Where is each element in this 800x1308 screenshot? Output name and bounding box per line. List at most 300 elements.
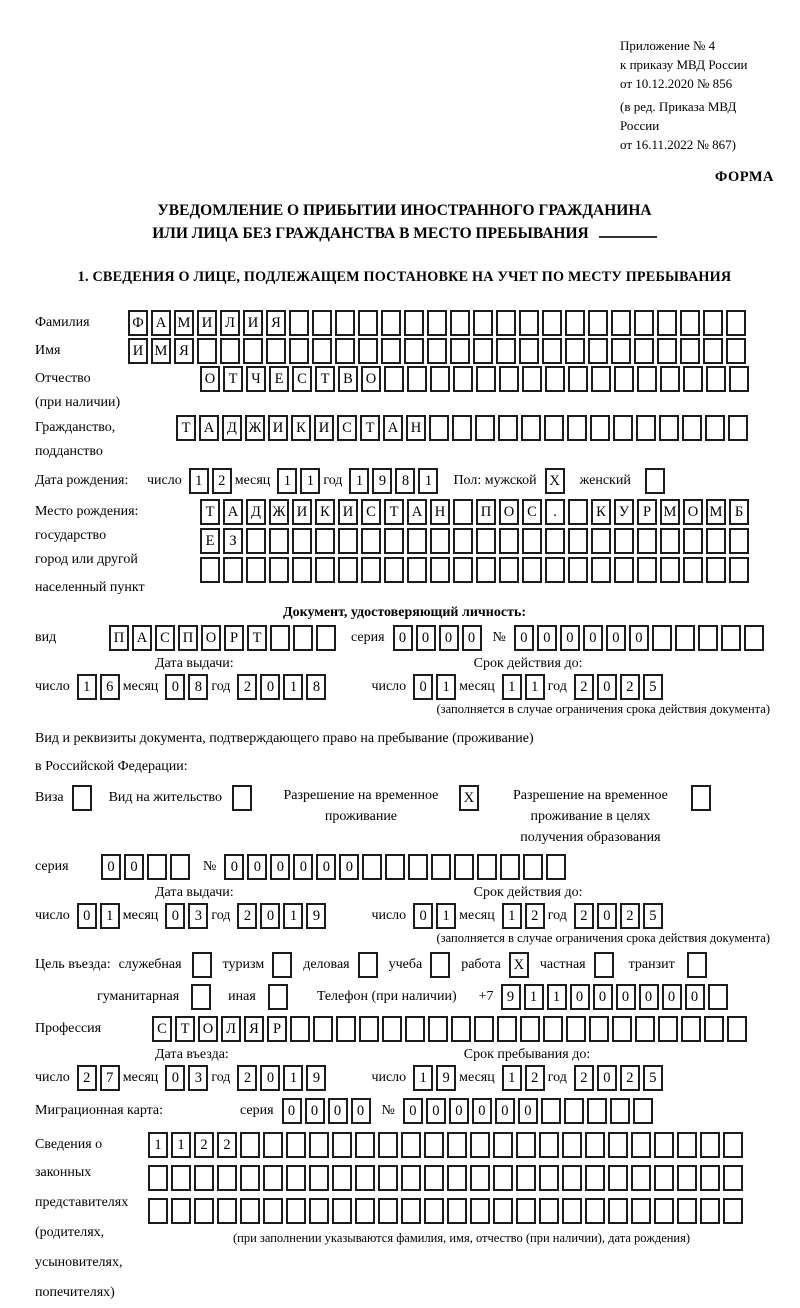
char-cell[interactable]: Н xyxy=(406,415,426,441)
char-cell[interactable]: П xyxy=(109,625,129,651)
char-cell[interactable]: 0 xyxy=(639,984,659,1010)
char-cell[interactable] xyxy=(608,1132,628,1158)
char-cell[interactable]: О xyxy=(361,366,381,392)
char-cell[interactable] xyxy=(427,310,447,336)
char-cell[interactable] xyxy=(148,1198,168,1224)
char-cell[interactable] xyxy=(657,338,677,364)
char-cell[interactable] xyxy=(585,1132,605,1158)
char-cell[interactable]: И xyxy=(197,310,217,336)
char-cell[interactable] xyxy=(614,528,634,554)
char-cell[interactable] xyxy=(451,1016,471,1042)
char-cell[interactable] xyxy=(217,1165,237,1191)
char-cell[interactable]: 0 xyxy=(247,854,267,880)
char-cell[interactable] xyxy=(522,557,542,583)
char-cell[interactable] xyxy=(499,528,519,554)
char-cell[interactable] xyxy=(499,557,519,583)
char-cell[interactable] xyxy=(401,1132,421,1158)
char-cell[interactable]: 0 xyxy=(316,854,336,880)
char-cell[interactable]: Т xyxy=(200,499,220,525)
char-cell[interactable] xyxy=(493,1132,513,1158)
char-cell[interactable] xyxy=(332,1198,352,1224)
char-cell[interactable] xyxy=(290,1016,310,1042)
purpose-private-checkbox[interactable] xyxy=(594,952,614,978)
char-cell[interactable]: 2 xyxy=(574,903,594,929)
char-cell[interactable] xyxy=(635,1016,655,1042)
char-cell[interactable] xyxy=(476,557,496,583)
char-cell[interactable]: 5 xyxy=(643,1065,663,1091)
char-cell[interactable] xyxy=(493,1198,513,1224)
char-cell[interactable] xyxy=(430,528,450,554)
char-cell[interactable]: 0 xyxy=(351,1098,371,1124)
char-cell[interactable]: М xyxy=(151,338,171,364)
char-cell[interactable]: 0 xyxy=(305,1098,325,1124)
char-cell[interactable] xyxy=(541,1098,561,1124)
char-cell[interactable]: С xyxy=(292,366,312,392)
char-cell[interactable]: С xyxy=(337,415,357,441)
char-cell[interactable]: Т xyxy=(175,1016,195,1042)
char-cell[interactable]: 0 xyxy=(101,854,121,880)
char-cell[interactable] xyxy=(683,528,703,554)
char-cell[interactable] xyxy=(473,338,493,364)
char-cell[interactable] xyxy=(677,1198,697,1224)
char-cell[interactable] xyxy=(361,528,381,554)
char-cell[interactable] xyxy=(453,528,473,554)
char-cell[interactable]: 1 xyxy=(283,903,303,929)
char-cell[interactable] xyxy=(677,1165,697,1191)
char-cell[interactable]: Я xyxy=(174,338,194,364)
char-cell[interactable] xyxy=(408,854,428,880)
char-cell[interactable]: Е xyxy=(200,528,220,554)
char-cell[interactable] xyxy=(404,338,424,364)
char-cell[interactable]: А xyxy=(223,499,243,525)
char-cell[interactable]: 0 xyxy=(518,1098,538,1124)
char-cell[interactable] xyxy=(634,310,654,336)
char-cell[interactable] xyxy=(591,528,611,554)
char-cell[interactable] xyxy=(270,625,290,651)
purpose-study-checkbox[interactable] xyxy=(430,952,450,978)
char-cell[interactable] xyxy=(562,1132,582,1158)
char-cell[interactable]: 0 xyxy=(662,984,682,1010)
char-cell[interactable] xyxy=(658,1016,678,1042)
char-cell[interactable] xyxy=(499,366,519,392)
char-cell[interactable]: 0 xyxy=(282,1098,302,1124)
char-cell[interactable] xyxy=(706,366,726,392)
char-cell[interactable] xyxy=(516,1198,536,1224)
char-cell[interactable] xyxy=(591,557,611,583)
char-cell[interactable] xyxy=(723,1165,743,1191)
char-cell[interactable]: 2 xyxy=(620,1065,640,1091)
char-cell[interactable] xyxy=(545,557,565,583)
char-cell[interactable]: 1 xyxy=(189,468,209,494)
char-cell[interactable] xyxy=(220,338,240,364)
char-cell[interactable] xyxy=(450,338,470,364)
char-cell[interactable] xyxy=(289,310,309,336)
char-cell[interactable] xyxy=(453,557,473,583)
char-cell[interactable] xyxy=(700,1165,720,1191)
char-cell[interactable]: 2 xyxy=(217,1132,237,1158)
char-cell[interactable] xyxy=(292,557,312,583)
char-cell[interactable]: 2 xyxy=(525,903,545,929)
char-cell[interactable] xyxy=(148,1165,168,1191)
char-cell[interactable] xyxy=(726,338,746,364)
char-cell[interactable] xyxy=(706,528,726,554)
char-cell[interactable] xyxy=(447,1198,467,1224)
char-cell[interactable] xyxy=(424,1132,444,1158)
char-cell[interactable] xyxy=(657,310,677,336)
char-cell[interactable] xyxy=(147,854,167,880)
char-cell[interactable] xyxy=(194,1198,214,1224)
char-cell[interactable] xyxy=(698,625,718,651)
char-cell[interactable] xyxy=(240,1165,260,1191)
char-cell[interactable]: С xyxy=(152,1016,172,1042)
char-cell[interactable]: 1 xyxy=(418,468,438,494)
char-cell[interactable] xyxy=(589,1016,609,1042)
char-cell[interactable] xyxy=(680,338,700,364)
char-cell[interactable] xyxy=(500,854,520,880)
char-cell[interactable] xyxy=(590,415,610,441)
char-cell[interactable]: И xyxy=(268,415,288,441)
char-cell[interactable]: Ч xyxy=(246,366,266,392)
char-cell[interactable]: 0 xyxy=(165,1065,185,1091)
char-cell[interactable] xyxy=(335,310,355,336)
char-cell[interactable] xyxy=(542,338,562,364)
title-blank-line[interactable] xyxy=(599,234,657,238)
char-cell[interactable] xyxy=(313,1016,333,1042)
char-cell[interactable] xyxy=(384,528,404,554)
char-cell[interactable]: 0 xyxy=(393,625,413,651)
temp-residence-checkbox[interactable]: X xyxy=(459,785,479,811)
sex-male-checkbox[interactable]: X xyxy=(545,468,565,494)
char-cell[interactable] xyxy=(309,1165,329,1191)
char-cell[interactable]: Т xyxy=(223,366,243,392)
char-cell[interactable] xyxy=(519,310,539,336)
char-cell[interactable] xyxy=(612,1016,632,1042)
char-cell[interactable] xyxy=(197,338,217,364)
char-cell[interactable] xyxy=(562,1165,582,1191)
char-cell[interactable] xyxy=(384,557,404,583)
char-cell[interactable] xyxy=(682,415,702,441)
char-cell[interactable] xyxy=(608,1165,628,1191)
char-cell[interactable]: Т xyxy=(176,415,196,441)
char-cell[interactable]: Ф xyxy=(128,310,148,336)
char-cell[interactable] xyxy=(588,338,608,364)
char-cell[interactable]: 0 xyxy=(629,625,649,651)
char-cell[interactable] xyxy=(240,1198,260,1224)
char-cell[interactable] xyxy=(729,528,749,554)
char-cell[interactable] xyxy=(428,1016,448,1042)
char-cell[interactable] xyxy=(476,366,496,392)
char-cell[interactable] xyxy=(652,625,672,651)
char-cell[interactable]: 0 xyxy=(685,984,705,1010)
char-cell[interactable] xyxy=(246,528,266,554)
char-cell[interactable]: 2 xyxy=(574,674,594,700)
char-cell[interactable]: 2 xyxy=(620,674,640,700)
char-cell[interactable] xyxy=(681,1016,701,1042)
char-cell[interactable] xyxy=(496,338,516,364)
char-cell[interactable] xyxy=(516,1132,536,1158)
char-cell[interactable] xyxy=(447,1165,467,1191)
char-cell[interactable]: 0 xyxy=(270,854,290,880)
char-cell[interactable]: 0 xyxy=(560,625,580,651)
char-cell[interactable]: 2 xyxy=(212,468,232,494)
char-cell[interactable] xyxy=(705,415,725,441)
char-cell[interactable] xyxy=(637,557,657,583)
char-cell[interactable] xyxy=(404,310,424,336)
char-cell[interactable]: К xyxy=(291,415,311,441)
char-cell[interactable]: 9 xyxy=(501,984,521,1010)
char-cell[interactable]: 2 xyxy=(525,1065,545,1091)
char-cell[interactable]: 1 xyxy=(283,674,303,700)
char-cell[interactable] xyxy=(568,557,588,583)
char-cell[interactable]: А xyxy=(132,625,152,651)
char-cell[interactable] xyxy=(660,366,680,392)
char-cell[interactable]: И xyxy=(128,338,148,364)
char-cell[interactable] xyxy=(726,310,746,336)
char-cell[interactable] xyxy=(309,1198,329,1224)
char-cell[interactable] xyxy=(729,366,749,392)
char-cell[interactable]: Л xyxy=(221,1016,241,1042)
char-cell[interactable]: 2 xyxy=(574,1065,594,1091)
char-cell[interactable] xyxy=(470,1132,490,1158)
char-cell[interactable]: 0 xyxy=(293,854,313,880)
char-cell[interactable]: 2 xyxy=(237,903,257,929)
char-cell[interactable]: 1 xyxy=(100,903,120,929)
char-cell[interactable]: Ж xyxy=(269,499,289,525)
char-cell[interactable]: 0 xyxy=(165,903,185,929)
char-cell[interactable]: 0 xyxy=(597,1065,617,1091)
char-cell[interactable] xyxy=(523,854,543,880)
char-cell[interactable]: 0 xyxy=(224,854,244,880)
char-cell[interactable] xyxy=(727,1016,747,1042)
char-cell[interactable] xyxy=(539,1198,559,1224)
char-cell[interactable] xyxy=(431,854,451,880)
char-cell[interactable]: Д xyxy=(222,415,242,441)
char-cell[interactable] xyxy=(243,338,263,364)
char-cell[interactable] xyxy=(381,338,401,364)
char-cell[interactable] xyxy=(566,1016,586,1042)
char-cell[interactable] xyxy=(289,338,309,364)
char-cell[interactable] xyxy=(568,499,588,525)
char-cell[interactable]: 2 xyxy=(77,1065,97,1091)
char-cell[interactable]: 1 xyxy=(502,1065,522,1091)
char-cell[interactable] xyxy=(614,366,634,392)
char-cell[interactable]: К xyxy=(315,499,335,525)
char-cell[interactable]: И xyxy=(243,310,263,336)
char-cell[interactable]: 6 xyxy=(100,674,120,700)
char-cell[interactable] xyxy=(700,1132,720,1158)
char-cell[interactable]: 1 xyxy=(547,984,567,1010)
char-cell[interactable] xyxy=(729,557,749,583)
char-cell[interactable]: 7 xyxy=(100,1065,120,1091)
char-cell[interactable] xyxy=(359,1016,379,1042)
char-cell[interactable]: 0 xyxy=(606,625,626,651)
char-cell[interactable] xyxy=(171,1165,191,1191)
char-cell[interactable]: 1 xyxy=(283,1065,303,1091)
char-cell[interactable] xyxy=(362,854,382,880)
char-cell[interactable]: К xyxy=(591,499,611,525)
char-cell[interactable] xyxy=(452,415,472,441)
char-cell[interactable] xyxy=(611,338,631,364)
char-cell[interactable]: Т xyxy=(384,499,404,525)
char-cell[interactable] xyxy=(407,557,427,583)
char-cell[interactable]: 0 xyxy=(616,984,636,1010)
char-cell[interactable]: А xyxy=(151,310,171,336)
char-cell[interactable] xyxy=(470,1165,490,1191)
char-cell[interactable]: 1 xyxy=(349,468,369,494)
char-cell[interactable] xyxy=(427,338,447,364)
char-cell[interactable]: 3 xyxy=(188,1065,208,1091)
char-cell[interactable] xyxy=(708,984,728,1010)
char-cell[interactable] xyxy=(240,1132,260,1158)
char-cell[interactable] xyxy=(608,1198,628,1224)
char-cell[interactable]: 0 xyxy=(339,854,359,880)
char-cell[interactable] xyxy=(292,528,312,554)
char-cell[interactable]: 8 xyxy=(188,674,208,700)
char-cell[interactable] xyxy=(565,338,585,364)
char-cell[interactable] xyxy=(263,1165,283,1191)
char-cell[interactable]: 8 xyxy=(306,674,326,700)
char-cell[interactable] xyxy=(611,310,631,336)
char-cell[interactable] xyxy=(633,1098,653,1124)
char-cell[interactable]: В xyxy=(338,366,358,392)
char-cell[interactable] xyxy=(401,1165,421,1191)
char-cell[interactable]: И xyxy=(314,415,334,441)
char-cell[interactable] xyxy=(585,1165,605,1191)
purpose-other-checkbox[interactable] xyxy=(268,984,288,1010)
char-cell[interactable]: Б xyxy=(729,499,749,525)
char-cell[interactable] xyxy=(355,1198,375,1224)
char-cell[interactable] xyxy=(723,1198,743,1224)
char-cell[interactable]: 0 xyxy=(472,1098,492,1124)
char-cell[interactable] xyxy=(263,1132,283,1158)
char-cell[interactable] xyxy=(407,366,427,392)
char-cell[interactable]: Р xyxy=(224,625,244,651)
char-cell[interactable] xyxy=(378,1198,398,1224)
char-cell[interactable] xyxy=(544,415,564,441)
char-cell[interactable]: 9 xyxy=(372,468,392,494)
char-cell[interactable]: О xyxy=(200,366,220,392)
char-cell[interactable] xyxy=(636,415,656,441)
char-cell[interactable] xyxy=(470,1198,490,1224)
char-cell[interactable] xyxy=(358,310,378,336)
char-cell[interactable]: 1 xyxy=(525,674,545,700)
char-cell[interactable]: П xyxy=(178,625,198,651)
char-cell[interactable]: 0 xyxy=(439,625,459,651)
char-cell[interactable]: П xyxy=(476,499,496,525)
char-cell[interactable] xyxy=(634,338,654,364)
char-cell[interactable] xyxy=(631,1165,651,1191)
char-cell[interactable]: С xyxy=(155,625,175,651)
char-cell[interactable] xyxy=(677,1132,697,1158)
char-cell[interactable] xyxy=(660,557,680,583)
char-cell[interactable] xyxy=(477,854,497,880)
char-cell[interactable]: 0 xyxy=(449,1098,469,1124)
char-cell[interactable]: 2 xyxy=(194,1132,214,1158)
char-cell[interactable]: Я xyxy=(244,1016,264,1042)
char-cell[interactable]: 0 xyxy=(593,984,613,1010)
char-cell[interactable]: С xyxy=(361,499,381,525)
char-cell[interactable] xyxy=(654,1132,674,1158)
char-cell[interactable] xyxy=(454,854,474,880)
char-cell[interactable]: 0 xyxy=(165,674,185,700)
char-cell[interactable] xyxy=(424,1165,444,1191)
char-cell[interactable] xyxy=(706,557,726,583)
char-cell[interactable] xyxy=(497,1016,517,1042)
char-cell[interactable] xyxy=(475,415,495,441)
char-cell[interactable]: И xyxy=(292,499,312,525)
char-cell[interactable] xyxy=(522,528,542,554)
char-cell[interactable]: 1 xyxy=(413,1065,433,1091)
char-cell[interactable]: 1 xyxy=(436,903,456,929)
char-cell[interactable]: М xyxy=(174,310,194,336)
char-cell[interactable] xyxy=(723,1132,743,1158)
char-cell[interactable]: А xyxy=(407,499,427,525)
char-cell[interactable] xyxy=(588,310,608,336)
char-cell[interactable]: 0 xyxy=(570,984,590,1010)
char-cell[interactable] xyxy=(516,1165,536,1191)
char-cell[interactable]: 8 xyxy=(395,468,415,494)
char-cell[interactable] xyxy=(450,310,470,336)
purpose-work-checkbox[interactable]: X xyxy=(509,952,529,978)
char-cell[interactable] xyxy=(728,415,748,441)
char-cell[interactable] xyxy=(223,557,243,583)
char-cell[interactable]: Е xyxy=(269,366,289,392)
char-cell[interactable] xyxy=(217,1198,237,1224)
char-cell[interactable]: 0 xyxy=(514,625,534,651)
char-cell[interactable] xyxy=(429,415,449,441)
char-cell[interactable] xyxy=(543,1016,563,1042)
char-cell[interactable] xyxy=(447,1132,467,1158)
char-cell[interactable] xyxy=(545,528,565,554)
char-cell[interactable] xyxy=(194,1165,214,1191)
char-cell[interactable] xyxy=(568,366,588,392)
char-cell[interactable] xyxy=(312,310,332,336)
char-cell[interactable] xyxy=(355,1165,375,1191)
char-cell[interactable] xyxy=(286,1198,306,1224)
char-cell[interactable] xyxy=(269,528,289,554)
char-cell[interactable]: 0 xyxy=(328,1098,348,1124)
char-cell[interactable]: 0 xyxy=(413,903,433,929)
char-cell[interactable]: 1 xyxy=(300,468,320,494)
char-cell[interactable] xyxy=(521,415,541,441)
char-cell[interactable] xyxy=(453,499,473,525)
char-cell[interactable] xyxy=(610,1098,630,1124)
char-cell[interactable] xyxy=(474,1016,494,1042)
char-cell[interactable]: Т xyxy=(360,415,380,441)
char-cell[interactable]: С xyxy=(522,499,542,525)
char-cell[interactable]: О xyxy=(201,625,221,651)
char-cell[interactable]: 1 xyxy=(524,984,544,1010)
char-cell[interactable]: 0 xyxy=(403,1098,423,1124)
char-cell[interactable]: Л xyxy=(220,310,240,336)
char-cell[interactable] xyxy=(585,1198,605,1224)
char-cell[interactable]: 1 xyxy=(277,468,297,494)
char-cell[interactable]: 1 xyxy=(502,674,522,700)
char-cell[interactable]: 1 xyxy=(436,674,456,700)
visa-checkbox[interactable] xyxy=(72,785,92,811)
char-cell[interactable] xyxy=(654,1198,674,1224)
char-cell[interactable] xyxy=(332,1132,352,1158)
char-cell[interactable] xyxy=(542,310,562,336)
char-cell[interactable] xyxy=(520,1016,540,1042)
char-cell[interactable] xyxy=(424,1198,444,1224)
char-cell[interactable] xyxy=(614,557,634,583)
char-cell[interactable] xyxy=(336,1016,356,1042)
char-cell[interactable] xyxy=(338,557,358,583)
char-cell[interactable] xyxy=(401,1198,421,1224)
char-cell[interactable]: 1 xyxy=(502,903,522,929)
char-cell[interactable] xyxy=(355,1132,375,1158)
